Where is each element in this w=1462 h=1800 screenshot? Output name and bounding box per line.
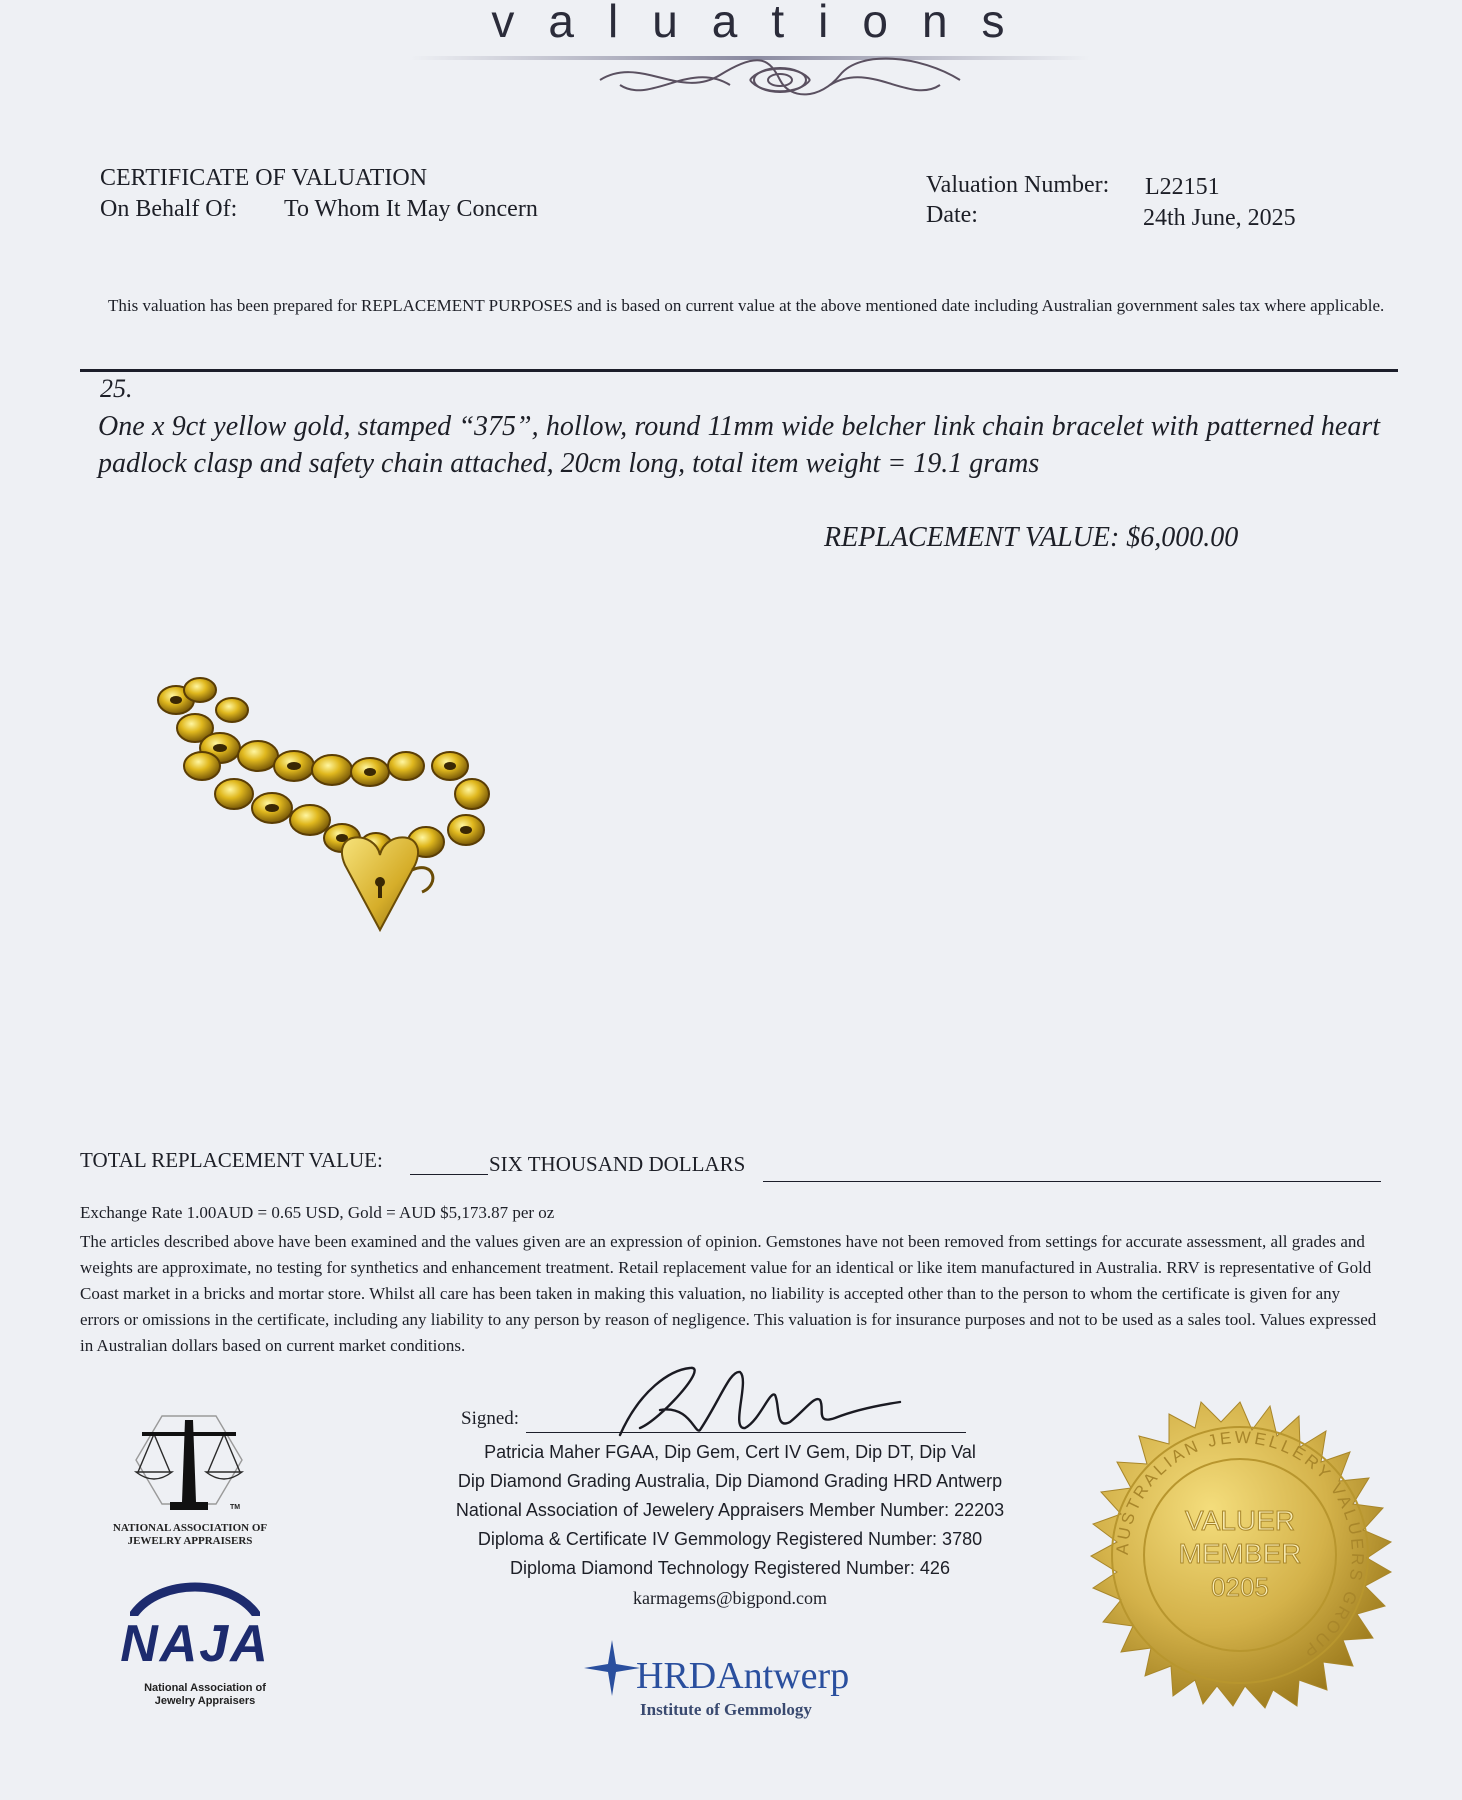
- naja-trademark: TM: [230, 1504, 241, 1511]
- total-replacement-value: SIX THOUSAND DOLLARS: [489, 1152, 746, 1176]
- valuation-number-value: L22151: [1145, 174, 1220, 200]
- seal-ring-text: AUSTRALIAN JEWELLERY VALUERS GROUP: [1112, 1427, 1368, 1662]
- header-divider: [80, 369, 1398, 372]
- signatory-line-5: Diploma Diamond Technology Registered Number: 426: [510, 1558, 950, 1578]
- item-number: 25.: [100, 374, 133, 403]
- ornament-flourish: [560, 50, 1000, 110]
- signatory-line-2: Dip Diamond Grading Australia, Dip Diamond Grading HRD Antwerp: [457, 1471, 1003, 1491]
- bracelet-photo: [150, 670, 500, 950]
- seal-line-2: MEMBER: [1178, 1538, 1302, 1569]
- naja-arc-icon: [130, 1576, 260, 1616]
- replacement-disclaimer: This valuation has been prepared for REPLACEMENT PURPOSES and is based on current value at the above mentioned date including Australian government sales tax where applicable.: [108, 296, 1385, 315]
- on-behalf-value: To Whom It May Concern: [284, 196, 538, 222]
- contact-email: karmagems@bigpond.com: [632, 1588, 828, 1608]
- brand-wordmark: valuations: [491, 0, 1039, 47]
- signatory-line-4: Diploma & Certificate IV Gemmology Registered Number: 3780: [477, 1529, 983, 1549]
- signatory-line-1: Patricia Maher FGAA, Dip Gem, Cert IV Gem, Dip DT, Dip Val: [484, 1442, 976, 1462]
- replacement-value: REPLACEMENT VALUE: $6,000.00: [824, 522, 1239, 553]
- seal-line-3: 0205: [1211, 1572, 1269, 1602]
- date-value: 24th June, 2025: [1143, 205, 1296, 231]
- hrd-subtitle: Institute of Gemmology: [640, 1700, 812, 1719]
- naja-scales-caption: NATIONAL ASSOCIATION OF JEWELRY APPRAISERS: [112, 1522, 268, 1547]
- seal-line-1: VALUER: [1185, 1505, 1295, 1536]
- valuation-number-label: Valuation Number:: [926, 172, 1110, 198]
- signed-label: Signed:: [461, 1408, 520, 1429]
- hrd-star-icon: [582, 1638, 642, 1698]
- on-behalf-label: On Behalf Of:: [100, 196, 238, 222]
- hrd-wordmark: [636, 1654, 849, 1698]
- total-label-underline: [410, 1174, 488, 1175]
- naja-subtitle-1: National Association of: [144, 1682, 266, 1694]
- valuation-terms: The articles described above have been examined and the values given are an expression of opinion. Gemstones have not been removed from settings for accurate assessment, all grades and weights are approximate, no testing for synthetics and enhancement treatment. Retail replacement value for an identical or like item manufactured in Australia. RRV is representative of Gold Coast market in a bricks and mortar store. Whilst all care has been taken in making this valuation, no liability is accepted other than to the person to whom the certificate is given for any errors or omissions in the certificate, including any liability to any person by reason of negligence. This valuation is for insurance purposes and not to be used as a sales tool. Values expressed in Australian dollars based on current market conditions.: [80, 1232, 1377, 1355]
- signatory-line-3: National Association of Jewelery Appraisers Member Number: 22203: [455, 1500, 1005, 1520]
- total-replacement-label: TOTAL REPLACEMENT VALUE:: [80, 1148, 383, 1172]
- item-description: One x 9ct yellow gold, stamped “375”, hollow, round 11mm wide belcher link chain bracelet with patterned heart padlock clasp and safety chain attached, 20cm long, total item weight = 19.1 grams: [98, 411, 1380, 479]
- naja-subtitle-2: Jewelry Appraisers: [154, 1695, 256, 1707]
- total-value-underline: [763, 1181, 1381, 1182]
- naja-wordmark: NAJA: [120, 1615, 270, 1673]
- handwritten-signature: [600, 1350, 920, 1450]
- valuer-member-seal: [1085, 1400, 1395, 1710]
- hrd-letters: HRD: [636, 1655, 717, 1697]
- exchange-rate: Exchange Rate 1.00AUD = 0.65 USD, Gold = AUD $5,173.87 per oz: [80, 1203, 555, 1222]
- hrd-antwerp-word: Antwerp: [716, 1655, 850, 1697]
- signatory-details: [400, 1438, 1060, 1583]
- certificate-title: CERTIFICATE OF VALUATION: [100, 165, 428, 191]
- date-label: Date:: [926, 202, 978, 228]
